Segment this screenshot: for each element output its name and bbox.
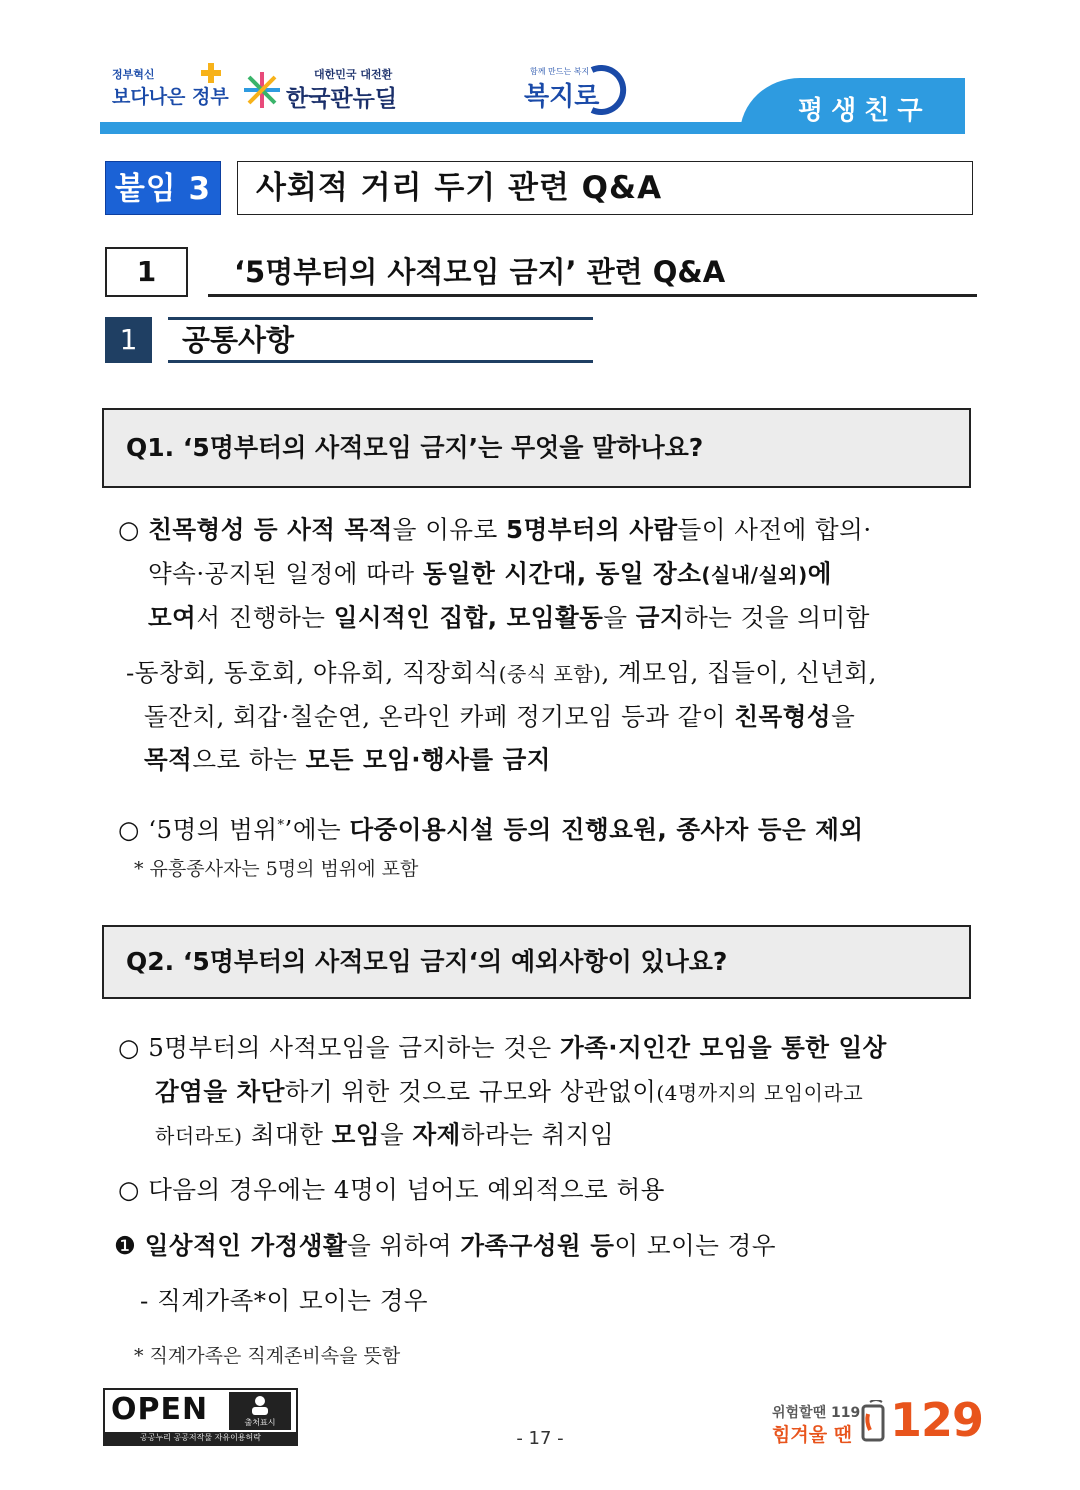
hotline-small: 위험할땐 119 — [772, 1405, 861, 1421]
bullet: ○ — [118, 1033, 140, 1062]
gov-logo-main: 보다나은 정부 — [112, 86, 229, 108]
sub-number: 1 — [105, 247, 188, 297]
header — [0, 0, 1080, 140]
plus-icon — [200, 62, 222, 84]
q1-p1-emph: 동일한 시간대, 동일 장소 — [422, 559, 702, 588]
newdeal-star-icon — [242, 70, 282, 110]
q2-p3 — [114, 1229, 776, 1263]
q1-p1-line1 — [118, 513, 872, 547]
q1-p2-paren: (중식 포함) — [498, 662, 602, 686]
q1-note: * 유흥종사자는 5명의 범위에 포함 — [134, 858, 419, 880]
q1-p3 — [118, 809, 864, 847]
welfare-logo-main: 복지로 — [524, 82, 600, 112]
dash: - — [140, 1286, 149, 1315]
q1-p1-text: 들이 사전에 합의· — [677, 515, 872, 544]
q1-p1-text: 을 이유로 — [392, 515, 507, 544]
q2-p2-text: 다음의 경우에는 4명이 넘어도 예외적으로 허용 — [148, 1175, 665, 1204]
q2-p3-emph: 가족구성원 등 — [460, 1231, 615, 1260]
q2-p4-text: 직계가족*이 모이는 경우 — [157, 1286, 429, 1315]
sub-title: ‘5명부터의 사적모임 금지’ 관련 Q&A — [208, 247, 977, 297]
q1-p3-emph: 다중이용시설 등의 진행요원, 종사자 등은 제외 — [349, 815, 864, 845]
newdeal-logo — [242, 66, 402, 118]
q1-p2-line2 — [144, 700, 855, 734]
q2-p1-line1 — [118, 1031, 887, 1065]
hotline-logo — [770, 1388, 984, 1450]
hotline-number: 129 — [890, 1393, 984, 1447]
header-tagline-tab — [740, 78, 965, 134]
part-number: 1 — [105, 317, 152, 363]
q2-p3-emph: 일상적인 가정생활 — [144, 1231, 348, 1260]
q1-p3-text: ‘5명의 범위 — [148, 815, 278, 845]
q1-p1-text: 약속·공지된 일정에 따라 — [148, 559, 423, 588]
q1-p1-emph: 5명부터의 사람 — [506, 515, 678, 544]
q2-p1-text: 을 — [380, 1120, 413, 1149]
open-badge-text: 출처표시 — [244, 1418, 276, 1427]
q2-note: * 직계가족은 직계존비속을 뜻함 — [134, 1345, 401, 1367]
q2-p1-paren: 하더라도) — [155, 1124, 243, 1148]
q2-p1-text: 최대한 — [242, 1120, 332, 1149]
gov-logo-small: 정부혁신 — [112, 68, 155, 81]
header-tagline: 평생친구 — [798, 96, 931, 126]
open-logo-text: OPEN — [111, 1392, 209, 1427]
q2-p3-text: 이 모이는 경우 — [614, 1231, 776, 1260]
q1-p1-paren: (실내/실외) — [701, 563, 808, 587]
q1-p2-text: , 계모임, 집들이, 신년회, — [601, 658, 877, 687]
q1-p2-emph: 모든 모임·행사를 금지 — [305, 745, 551, 774]
q1-p1-emph: 금지 — [635, 603, 685, 632]
q2-p1-emph: 자제 — [412, 1120, 461, 1149]
bullet-number-1: ❶ — [114, 1231, 137, 1260]
q1-p2-emph: 친목형성 — [734, 702, 832, 731]
q2-p1-emph: 모임 — [331, 1120, 381, 1149]
gov-logo — [112, 66, 229, 118]
q2-p1-paren: (4명까지의 모임이라고 — [656, 1081, 864, 1105]
q2-p2 — [118, 1173, 665, 1207]
attachment-tag: 붙임 3 — [105, 161, 221, 215]
section-title: 사회적 거리 두기 관련 Q&A — [237, 161, 973, 215]
q1-p1-line2 — [148, 557, 832, 592]
q2-p1-line2 — [155, 1075, 863, 1110]
q1-p2-text: 으로 하는 — [192, 745, 306, 774]
q1-p1-text: 하는 것을 의미함 — [684, 603, 870, 632]
q2-p3-text: 을 위하여 — [347, 1231, 461, 1260]
q2-p1-line3 — [155, 1118, 614, 1153]
q1-p1-line3 — [148, 601, 870, 635]
footnote-mark: * — [277, 818, 285, 833]
q1-p2-line1 — [126, 656, 877, 691]
q2-p1-emph: 가족·지인간 모임을 통한 일상 — [559, 1033, 887, 1062]
q1-p1-text: 서 진행하는 — [196, 603, 334, 632]
q1-p1-text: 을 — [603, 603, 636, 632]
person-icon — [251, 1395, 269, 1415]
bullet: ○ — [118, 515, 140, 544]
q2-p4 — [140, 1284, 428, 1318]
phone-icon — [860, 1400, 888, 1444]
welfare-arc-icon — [582, 64, 630, 116]
q2-p1-text: 하기 위한 것으로 규모와 상관없이 — [284, 1077, 657, 1106]
q1-p1-emph: 친목형성 등 사적 목적 — [148, 515, 393, 544]
open-caption: 공공누리 공공저작물 자유이용허락 — [105, 1432, 296, 1444]
q1-p1-emph: 에 — [807, 559, 832, 588]
q1-p2-emph: 목적 — [144, 745, 193, 774]
newdeal-logo-main: 한국판뉴딜 — [286, 86, 398, 112]
bullet: ○ — [118, 815, 140, 845]
q1-p1-emph: 일시적인 집합, 모임활동 — [333, 603, 604, 632]
newdeal-logo-small: 대한민국 대전환 — [314, 68, 393, 81]
dash: - — [126, 658, 135, 687]
part-title: 공통사항 — [182, 323, 295, 357]
q1-question: Q1. ‘5명부터의 사적모임 금지’는 무엇을 말하나요? — [102, 408, 971, 488]
q2-question: Q2. ‘5명부터의 사적모임 금지‘의 예외사항이 있나요? — [102, 925, 971, 999]
q1-p2-text: 돌잔치, 회갑·칠순연, 온라인 카페 정기모임 등과 같이 — [144, 702, 735, 731]
q1-p1-emph: 모여 — [148, 603, 197, 632]
welfare-logo-small: 함께 만드는 복지 — [530, 67, 590, 76]
page-number: - 17 - — [516, 1428, 564, 1449]
q2-p1-text: 5명부터의 사적모임을 금지하는 것은 — [148, 1033, 560, 1062]
hotline-main: 힘겨울 땐 — [772, 1424, 853, 1446]
q1-p2-text: 을 — [831, 702, 856, 731]
q2-p1-text: 하라는 취지임 — [460, 1120, 615, 1149]
q2-p1-emph: 감염을 차단 — [155, 1077, 285, 1106]
bullet: ○ — [118, 1175, 140, 1204]
q1-p2-text: 동창회, 동호회, 야유회, 직장회식 — [134, 658, 499, 687]
open-badge — [229, 1392, 291, 1430]
welfare-logo — [524, 62, 628, 118]
q1-p2-line3 — [144, 743, 551, 777]
q1-p3-text: ’에는 — [284, 815, 350, 845]
